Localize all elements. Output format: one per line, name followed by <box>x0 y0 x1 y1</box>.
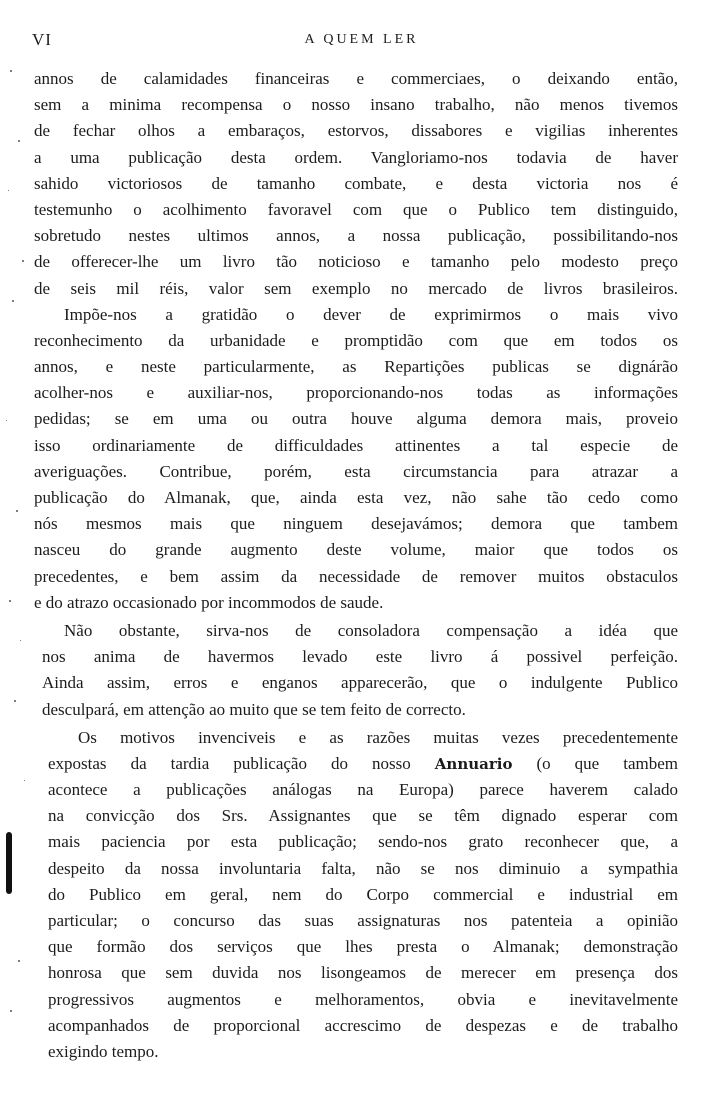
text-line: Ainda assim, erros e enganos apparecerão, que o indulgente Publico <box>42 673 678 693</box>
text-line: reconhecimento da urbanidade e promptidão com que em todos os <box>34 330 678 350</box>
paragraph-4 <box>34 725 678 1065</box>
paragraph-1 <box>34 66 678 302</box>
text-line: acompanhados de proporcional accrescimo de despezas e de trabalho <box>48 1015 678 1035</box>
page-number: VI <box>32 30 52 49</box>
text-line: sahido victoriosos de tamanho combate, e desta victoria nos é <box>34 173 678 193</box>
text-line: na convicção dos Srs. Assignantes que se têm dignado esperar com <box>48 806 678 826</box>
text-line: mais paciencia por esta publicação; sendo-nos grato reconhecer que, a <box>48 832 678 852</box>
paragraph-3 <box>34 618 678 723</box>
text-line: annos, e neste particularmente, as Repartições publicas se dignárão <box>34 357 678 377</box>
text-line: nos anima de havermos levado este livro á possivel perfeição. <box>42 647 678 667</box>
text-line-with-bold <box>34 751 678 777</box>
text-line: que formão dos serviços que lhes presta o Almanak; demonstração <box>48 937 678 957</box>
text-line: de seis mil réis, valor sem exemplo no mercado de livros brasileiros. <box>34 278 678 298</box>
text-line: a uma publicação desta ordem. Vangloriamo-nos todavia de haver <box>34 147 678 167</box>
page-header <box>32 30 691 54</box>
body-text <box>34 66 678 1065</box>
text-line: acontece a publicações análogas na Europa) parece haverem calado <box>48 780 678 800</box>
text-line: progressivos augmentos e melhoramentos, obvia e inevitavelmente <box>48 989 678 1009</box>
line-start: expostas da tardia publicação do nosso <box>48 753 435 773</box>
text-line: desculpará, em attenção ao muito que se tem feito de correcto. <box>42 699 466 719</box>
text-line: sobretudo nestes ultimos annos, a nossa publicação, possibilitando-nos <box>34 226 678 246</box>
text-line: nasceu do grande augmento deste volume, maior que todos os <box>34 540 678 560</box>
text-line: de offerecer-lhe um livro tão noticioso e tamanho pelo modesto preço <box>34 252 678 272</box>
bold-word-annuario: Annuario <box>434 754 513 773</box>
text-line: Não obstante, sirva-nos de consoladora compensação a idéa que <box>64 620 678 640</box>
text-line: sem a minima recompensa o nosso insano trabalho, não menos tivemos <box>34 95 678 115</box>
text-line: exigindo tempo. <box>48 1041 159 1061</box>
text-line: averiguações. Contribue, porém, esta circumstancia para atrazar a <box>34 461 678 481</box>
text-line: e do atrazo occasionado por incommodos de saude. <box>34 592 384 612</box>
text-line: pedidas; se em uma ou outra houve alguma demora mais, proveio <box>34 409 678 429</box>
text-line: nós mesmos mais que ninguem desejavámos; demora que tambem <box>34 514 678 534</box>
text-line: annos de calamidades financeiras e commerciaes, o deixando então, <box>34 69 678 88</box>
text-line: honrosa que sem duvida nos lisongeamos de merecer em presença dos <box>48 963 678 983</box>
text-line: despeito da nossa involuntaria falta, não se nos diminuio a sympathia <box>48 858 678 878</box>
margin-specks <box>0 0 32 1100</box>
text-line: Impõe-nos a gratidão o dever de exprimirmos o mais vivo <box>64 304 678 324</box>
text-line: isso ordinariamente de difficuldades attinentes a tal especie de <box>34 435 678 455</box>
text-line: testemunho o acolhimento favoravel com que o Publico tem distinguido, <box>34 199 678 219</box>
text-line: de fechar olhos a embaraços, estorvos, dissabores e vigilias inherentes <box>34 121 678 141</box>
text-line: Os motivos invenciveis e as razões muitas vezes precedentemente <box>78 727 678 747</box>
text-line: precedentes, e bem assim da necessidade de remover muitos obstaculos <box>34 566 678 586</box>
text-line: publicação do Almanak, que, ainda esta vez, não sahe tão cedo como <box>34 488 678 507</box>
line-end: (o que tambem <box>512 753 678 773</box>
text-line: do Publico em geral, nem do Corpo commercial e industrial em <box>48 884 678 904</box>
paragraph-2 <box>34 302 678 616</box>
text-line: acolher-nos e auxiliar-nos, proporcionando-nos todas as informações <box>34 383 678 403</box>
margin-ink-mark <box>6 832 12 894</box>
text-line: particular; o concurso das suas assignaturas nos patenteia a opinião <box>48 911 678 930</box>
running-title: A QUEM LER <box>304 32 419 47</box>
